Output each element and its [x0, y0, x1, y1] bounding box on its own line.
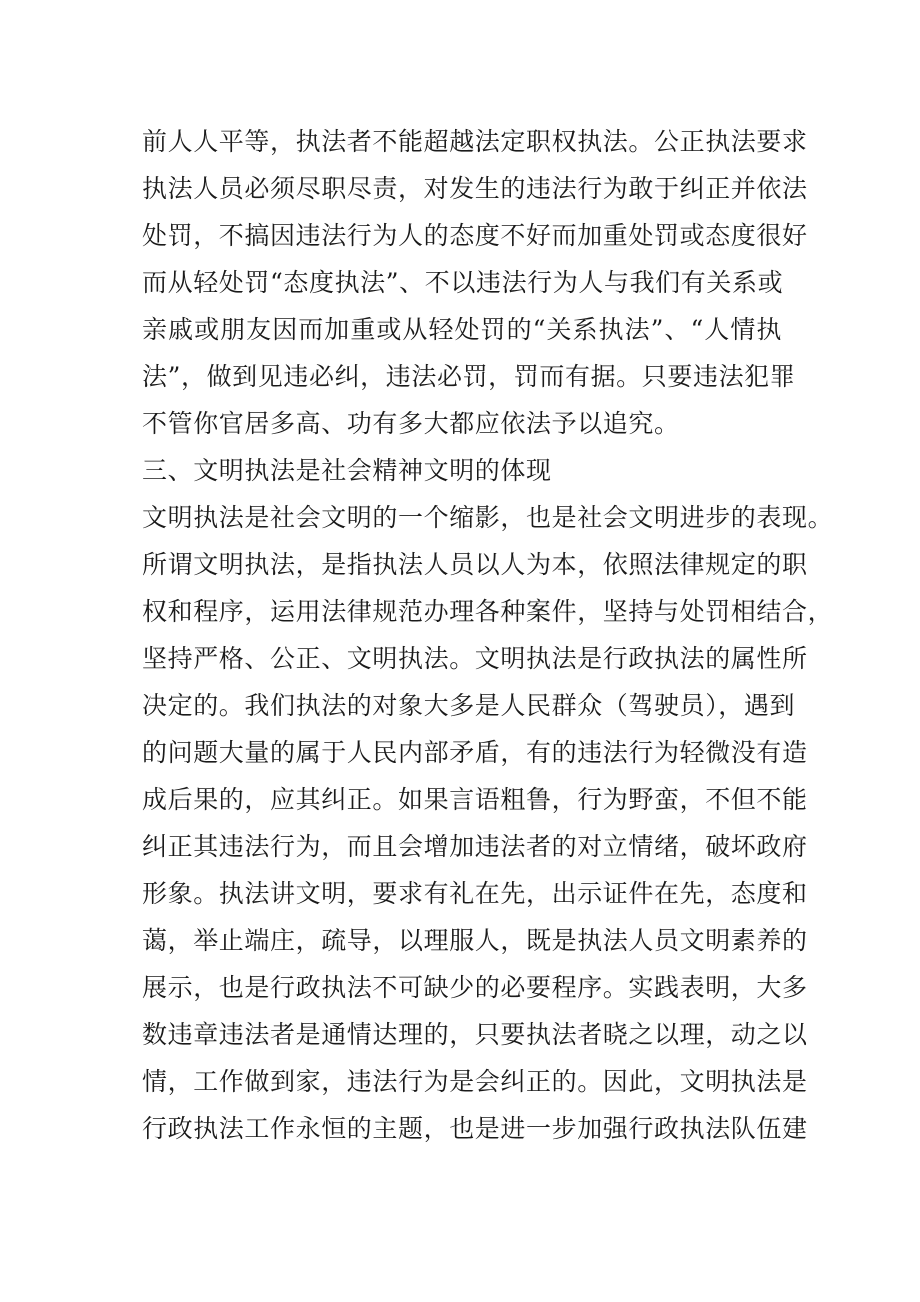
- paragraph-line: 纠正其违法行为，而且会增加违法者的对立情绪，破坏政府: [142, 832, 808, 861]
- paragraph-line: 展示，也是行政执法不可缺少的必要程序。实践表明，大多: [142, 973, 808, 1002]
- paragraph-line: 数违章违法者是通情达理的，只要执法者晓之以理，动之以: [142, 1020, 808, 1049]
- paragraph-line: 情，工作做到家，违法行为是会纠正的。因此，文明执法是: [142, 1067, 808, 1096]
- paragraph-line: 文明执法是社会文明的一个缩影，也是社会文明进步的表现。: [142, 503, 834, 532]
- paragraph-line: 法”，做到见违必纠，违法必罚，罚而有据。只要违法犯罪: [142, 362, 796, 391]
- paragraph-line: 蔼，举止端庄，疏导，以理服人，既是执法人员文明素养的: [142, 926, 808, 955]
- paragraph-line: 而从轻处罚“态度执法”、不以违法行为人与我们有关系或: [142, 268, 784, 297]
- paragraph-line: 行政执法工作永恒的主题，也是进一步加强行政执法队伍建: [142, 1114, 808, 1143]
- paragraph-line: 权和程序，运用法律规范办理各种案件，坚持与处罚相结合，: [142, 597, 834, 626]
- paragraph-line: 形象。执法讲文明，要求有礼在先，出示证件在先，态度和: [142, 879, 808, 908]
- paragraph-line: 处罚，不搞因违法行为人的态度不好而加重处罚或态度很好: [142, 221, 808, 250]
- paragraph-line: 成后果的，应其纠正。如果言语粗鲁，行为野蛮，不但不能: [142, 785, 808, 814]
- paragraph-line: 所谓文明执法，是指执法人员以人为本，依照法律规定的职: [142, 550, 808, 579]
- paragraph-line-last: 不管你官居多高、功有多大都应依法予以追究。: [142, 409, 680, 438]
- paragraph-line: 前人人平等，执法者不能超越法定职权执法。公正执法要求: [142, 127, 808, 156]
- paragraph-line: 亲戚或朋友因而加重或从轻处罚的“关系执法”、“人情执: [142, 315, 782, 344]
- paragraph-line: 执法人员必须尽职尽责，对发生的违法行为敢于纠正并依法: [142, 174, 808, 203]
- paragraph-line: 坚持严格、公正、文明执法。文明执法是行政执法的属性所: [142, 644, 808, 673]
- paragraph-line: 的问题大量的属于人民内部矛盾，有的违法行为轻微没有造: [142, 738, 808, 767]
- section-heading: 三、文明执法是社会精神文明的体现: [142, 456, 552, 485]
- paragraph-line: 决定的。我们执法的对象大多是人民群众（驾驶员），遇到: [142, 691, 796, 720]
